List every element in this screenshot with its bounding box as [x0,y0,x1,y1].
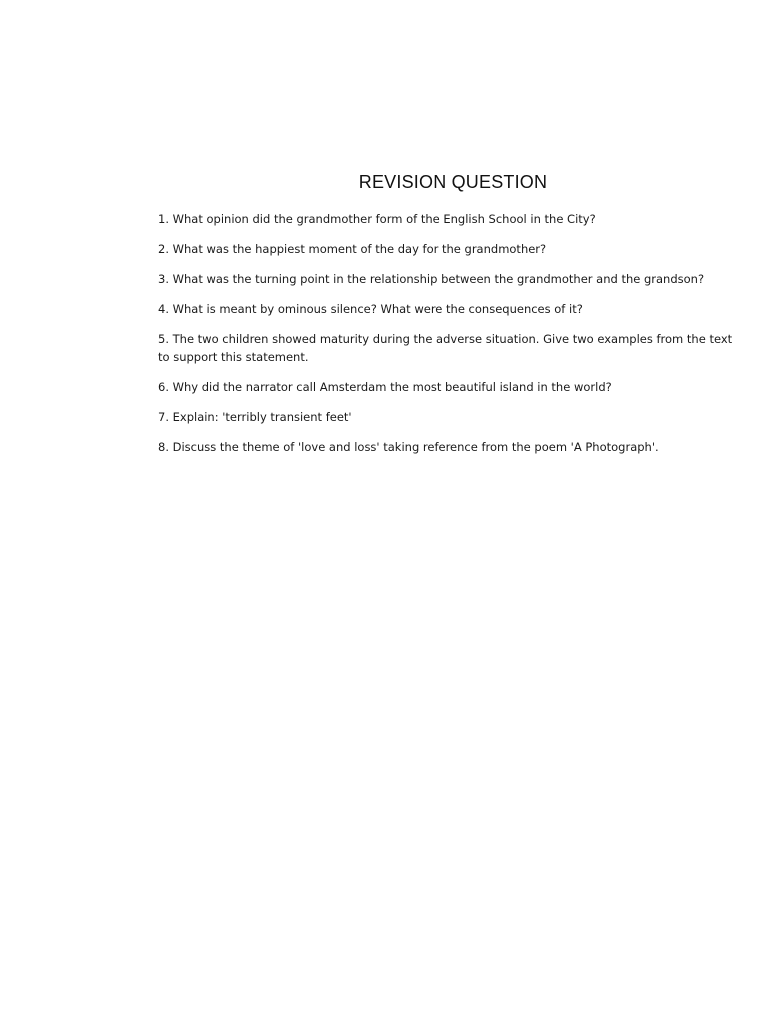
question-item: 1. What opinion did the grandmother form of the English School in the City? [158,212,596,226]
question-item: 3. What was the turning point in the relationship between the grandmother and the grandson? [158,272,705,286]
question-item: 2. What was the happiest moment of the day for the grandmother? [158,242,547,256]
question-list [158,210,738,468]
page-title: REVISION QUESTION [358,172,548,192]
question-item: 8. Discuss the theme of 'love and loss' taking reference from the poem 'A Photograph'. [158,440,659,454]
question-item: 7. Explain: 'terribly transient feet' [158,410,352,424]
question-item: 6. Why did the narrator call Amsterdam the most beautiful island in the world? [158,380,612,394]
question-item: 5. The two children showed maturity during the adverse situation. Give two examples from the text to support this statement. [158,332,733,364]
question-item: 4. What is meant by ominous silence? What were the consequences of it? [158,302,583,316]
